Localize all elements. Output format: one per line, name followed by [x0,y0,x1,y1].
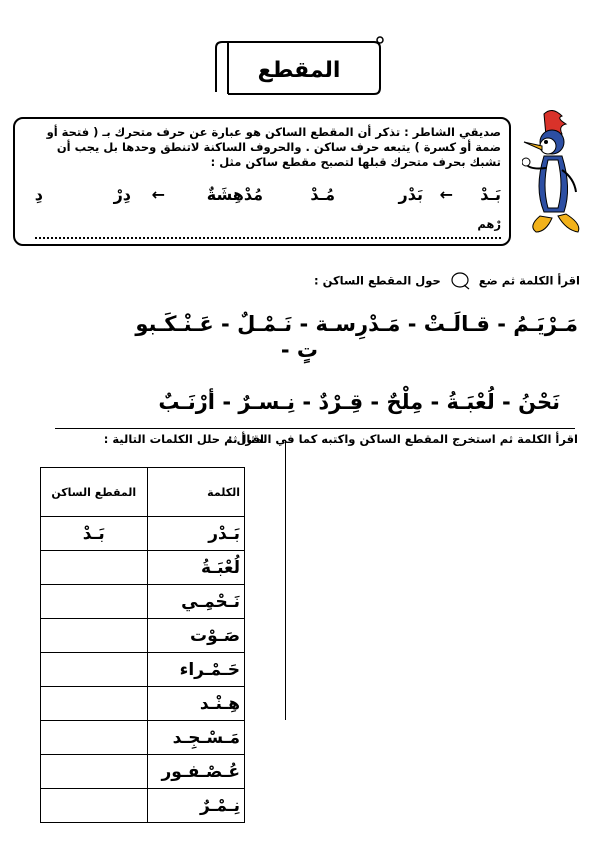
example-syllable-3: دِرْ [113,185,131,204]
column-divider [285,440,286,720]
word-cell: عُـصْـفـور [147,755,244,789]
syllable-cell[interactable]: بَـدْ [41,517,148,551]
word-cell: لُعْبَـةُ [147,551,244,585]
syllable-cell[interactable] [41,721,148,755]
title-scroll [214,36,384,94]
circle-icon [449,272,471,290]
example-letter: دِ [34,185,43,204]
word-cell: حَـمْـراء [147,653,244,687]
words-line-1-wrap: تٍ - [280,338,318,362]
word-cell: نَـحْمِـي [147,585,244,619]
table-header-row [41,468,245,517]
example-row [21,185,503,209]
table-row [41,721,245,755]
divider [55,428,575,429]
arrow-icon: ← [151,185,165,204]
cut-off-line [35,237,501,242]
syllable-cell[interactable] [41,755,148,789]
instruction-1 [314,272,580,290]
woodpecker-icon [522,108,582,248]
example-syllable-1: بَـدْ [480,185,501,204]
rule-box [13,117,511,246]
example-word-3: رْهم [477,217,501,231]
word-cell: نِـمْـرٌ [147,789,244,823]
header-syllable: المقطع الساكن [41,468,148,517]
syllable-cell[interactable] [41,585,148,619]
table-row [41,551,245,585]
example-word-2: مُدْهِشَةٌ [206,185,263,204]
syllable-table [40,467,245,823]
syllable-cell[interactable] [41,687,148,721]
instruction-1-end: حول المقطع الساكن : [314,273,441,288]
page-title: المقطع [257,58,341,83]
header-word: الكلمة [147,468,244,517]
words-line-1: مَـرْيَـمُ - قـالَـتْ - مَـدْرِسـة - نَـمْـلٌ - عَـنْـكَـبو [135,312,578,336]
table-row [41,653,245,687]
table-row [41,619,245,653]
word-cell: هِـنْـد [147,687,244,721]
syllable-cell[interactable] [41,789,148,823]
instruction-2-left: اقرأ ثم حلل الكلمات التالية : [103,432,264,446]
word-cell: بَـدْر [147,517,244,551]
example-word-1: بَدْر [398,185,423,204]
table-row [41,755,245,789]
table-row [41,517,245,551]
example-syllable-2: مُـدْ [310,185,335,204]
woodpecker-mascot [522,108,582,248]
table-row [41,687,245,721]
instruction-1-start: اقرأ الكلمة ثم ضع [478,273,580,288]
syllable-cell[interactable] [41,653,148,687]
words-line-2: نَحْنُ - لُعْبَـةُ - مِلْحٌ - قِـرْدٌ - نِـسـرٌ - أرْنَـبٌ [158,390,560,414]
table-row [41,585,245,619]
word-cell: صَـوْت [147,619,244,653]
instruction-2: اقرأ الكلمة ثم استخرج المقطع الساكن واكتبه كما في المثال : [227,432,578,446]
syllable-cell[interactable] [41,551,148,585]
arrow-icon: ← [439,185,453,204]
table-row [41,789,245,823]
rule-text: صديقي الشاطر : تذكر أن المقطع الساكن هو عبارة عن حرف متحرك بـ ( فتحة أو ضمة أو كسرة ) يتبعه حرف ساكن . والحروف الساكنة لاتنطق وحدها بل يجب أن تشبك بحرف متحرك قبلها لتصبح مقطع ساكن مثل : [46,125,501,169]
word-cell: مَـسْـجِـد [147,721,244,755]
syllable-cell[interactable] [41,619,148,653]
